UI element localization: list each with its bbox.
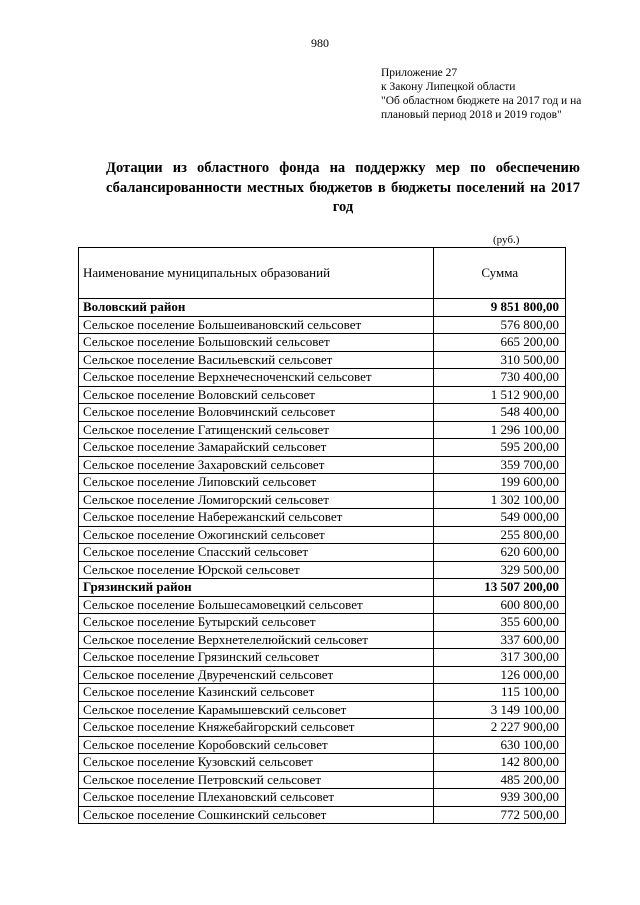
amount-cell: 2 227 900,00	[434, 719, 566, 737]
amount-cell: 1 302 100,00	[434, 491, 566, 509]
district-row	[79, 299, 566, 317]
table-body	[79, 299, 566, 824]
municipality-name: Сельское поселение Большесамовецкий сельсовет	[79, 596, 434, 614]
subsidy-table	[78, 247, 566, 824]
amount-cell: 549 000,00	[434, 509, 566, 527]
table-row	[79, 456, 566, 474]
amount-cell: 337 600,00	[434, 631, 566, 649]
amount-cell: 595 200,00	[434, 439, 566, 457]
table-row	[79, 614, 566, 632]
amount-cell: 115 100,00	[434, 684, 566, 702]
header-amount-column: Сумма	[434, 248, 566, 299]
table-row	[79, 509, 566, 527]
amount-cell: 255 800,00	[434, 526, 566, 544]
amount-cell: 1 512 900,00	[434, 386, 566, 404]
table-row	[79, 719, 566, 737]
municipality-name: Сельское поселение Карамышевский сельсовет	[79, 701, 434, 719]
amount-cell: 576 800,00	[434, 316, 566, 334]
municipality-name: Сельское поселение Петровский сельсовет	[79, 771, 434, 789]
unit-label: (руб.)	[493, 234, 520, 246]
municipality-name: Сельское поселение Гатищенский сельсовет	[79, 421, 434, 439]
table-row	[79, 474, 566, 492]
table-row	[79, 561, 566, 579]
municipality-name: Сельское поселение Коробовский сельсовет	[79, 736, 434, 754]
amount-cell: 13 507 200,00	[434, 579, 566, 597]
table-row	[79, 404, 566, 422]
municipality-name: Воловский район	[79, 299, 434, 317]
table-row	[79, 754, 566, 772]
amount-cell: 126 000,00	[434, 666, 566, 684]
table-row	[79, 631, 566, 649]
table-row	[79, 736, 566, 754]
amount-cell: 359 700,00	[434, 456, 566, 474]
municipality-name: Сельское поселение Воловчинский сельсовет	[79, 404, 434, 422]
table-row	[79, 649, 566, 667]
municipality-name: Сельское поселение Верхнетелелюйский сельсовет	[79, 631, 434, 649]
municipality-name: Сельское поселение Захаровский сельсовет	[79, 456, 434, 474]
appendix-line: плановый период 2018 и 2019 годов"	[381, 109, 562, 121]
municipality-name: Сельское поселение Верхнечесноченский сельсовет	[79, 369, 434, 387]
table-row	[79, 544, 566, 562]
appendix-line: к Закону Липецкой области	[381, 81, 516, 93]
amount-cell: 665 200,00	[434, 334, 566, 352]
municipality-name: Сельское поселение Большеивановский сельсовет	[79, 316, 434, 334]
amount-cell: 3 149 100,00	[434, 701, 566, 719]
municipality-name: Сельское поселение Васильевский сельсовет	[79, 351, 434, 369]
appendix-line: "Об областном бюджете на 2017 год и на	[381, 95, 582, 107]
table-row	[79, 701, 566, 719]
table-row	[79, 596, 566, 614]
table-row	[79, 334, 566, 352]
table-row	[79, 526, 566, 544]
municipality-name: Сельское поселение Княжебайгорский сельсовет	[79, 719, 434, 737]
appendix-note	[381, 66, 581, 122]
municipality-name: Сельское поселение Двуреченский сельсовет	[79, 666, 434, 684]
table-row	[79, 369, 566, 387]
table-row	[79, 771, 566, 789]
table-row	[79, 666, 566, 684]
municipality-name: Сельское поселение Липовский сельсовет	[79, 474, 434, 492]
amount-cell: 1 296 100,00	[434, 421, 566, 439]
table-row	[79, 351, 566, 369]
amount-cell: 548 400,00	[434, 404, 566, 422]
municipality-name: Сельское поселение Большовский сельсовет	[79, 334, 434, 352]
municipality-name: Сельское поселение Замарайский сельсовет	[79, 439, 434, 457]
table-row	[79, 684, 566, 702]
municipality-name: Сельское поселение Кузовский сельсовет	[79, 754, 434, 772]
municipality-name: Грязинский район	[79, 579, 434, 597]
amount-cell: 620 600,00	[434, 544, 566, 562]
amount-cell: 355 600,00	[434, 614, 566, 632]
table-row	[79, 491, 566, 509]
appendix-line: Приложение 27	[381, 67, 458, 79]
municipality-name: Сельское поселение Набережанский сельсовет	[79, 509, 434, 527]
amount-cell: 630 100,00	[434, 736, 566, 754]
municipality-name: Сельское поселение Воловский сельсовет	[79, 386, 434, 404]
amount-cell: 329 500,00	[434, 561, 566, 579]
amount-cell: 939 300,00	[434, 789, 566, 807]
amount-cell: 199 600,00	[434, 474, 566, 492]
municipality-name: Сельское поселение Казинский сельсовет	[79, 684, 434, 702]
page-number: 980	[311, 36, 329, 50]
municipality-name: Сельское поселение Спасский сельсовет	[79, 544, 434, 562]
municipality-name: Сельское поселение Плехановский сельсовет	[79, 789, 434, 807]
amount-cell: 310 500,00	[434, 351, 566, 369]
amount-cell: 142 800,00	[434, 754, 566, 772]
document-title: Дотации из областного фонда на поддержку мер по обеспечению сбалансированности местных бюджетов в бюджеты поселений на 2017 год	[106, 160, 580, 215]
table-row	[79, 789, 566, 807]
amount-cell: 317 300,00	[434, 649, 566, 667]
table-row	[79, 386, 566, 404]
table-row	[79, 316, 566, 334]
amount-cell: 9 851 800,00	[434, 299, 566, 317]
table-row	[79, 439, 566, 457]
amount-cell: 600 800,00	[434, 596, 566, 614]
table-row	[79, 421, 566, 439]
municipality-name: Сельское поселение Ожогинский сельсовет	[79, 526, 434, 544]
header-name-column: Наименование муниципальных образований	[79, 248, 434, 299]
municipality-name: Сельское поселение Юрской сельсовет	[79, 561, 434, 579]
municipality-name: Сельское поселение Ломигорский сельсовет	[79, 491, 434, 509]
amount-cell: 772 500,00	[434, 806, 566, 824]
municipality-name: Сельское поселение Грязинский сельсовет	[79, 649, 434, 667]
district-row	[79, 579, 566, 597]
amount-cell: 730 400,00	[434, 369, 566, 387]
table-header-row	[79, 248, 566, 299]
amount-cell: 485 200,00	[434, 771, 566, 789]
table-row	[79, 806, 566, 824]
municipality-name: Сельское поселение Бутырский сельсовет	[79, 614, 434, 632]
municipality-name: Сельское поселение Сошкинский сельсовет	[79, 806, 434, 824]
